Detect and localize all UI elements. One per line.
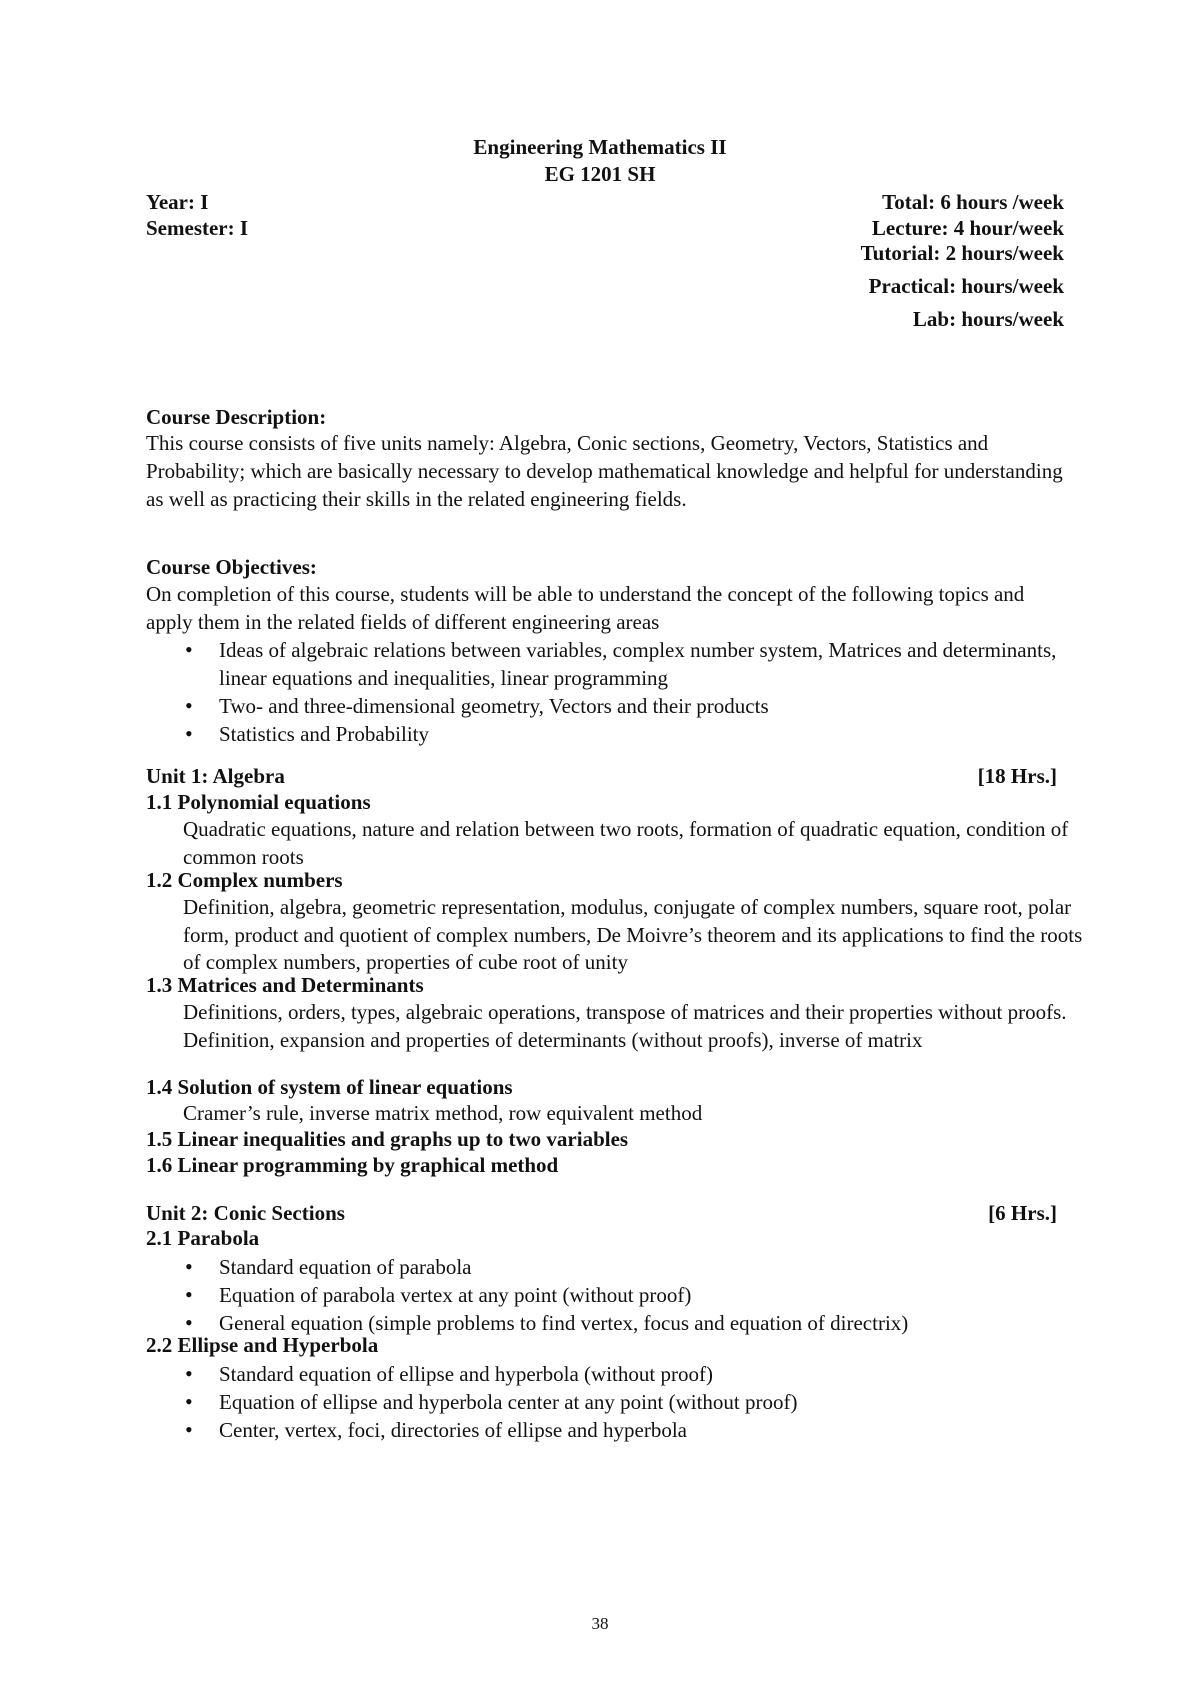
practical-hours: Practical: hours/week — [868, 274, 1064, 298]
description-text: This course consists of five units namely: Algebra, Conic sections, Geometry, Vectors, Statistics and Probability; which are basically necessary to develop mathematical knowledge and helpful for understanding as well as practicing their skills in the related engineering fields. — [146, 431, 1063, 511]
unit1-title: Unit 1: Algebra — [146, 764, 285, 788]
lecture-hours: Lecture: 4 hour/week — [871, 216, 1064, 240]
section-1-2-heading: 1.2 Complex numbers — [146, 868, 343, 892]
objectives-heading: Course Objectives: — [146, 555, 317, 579]
list-item: • Equation of parabola vertex at any point (without proof) — [185, 1281, 1085, 1309]
section-1-6-heading: 1.6 Linear programming by graphical method — [146, 1153, 559, 1177]
objectives-intro: On completion of this course, students will be able to understand the concept of the following topics and apply them in the related fields of different engineering areas — [146, 582, 1025, 634]
course-code: EG 1201 SH — [544, 162, 656, 186]
list-item: • Ideas of algebraic relations between variables, complex number system, Matrices and determinants, linear equations and inequalities, linear programming — [185, 636, 1085, 692]
list-item: • Two- and three-dimensional geometry, Vectors and their products — [185, 692, 1085, 720]
section-2-2-heading: 2.2 Ellipse and Hyperbola — [146, 1333, 379, 1357]
semester-label: Semester: I — [146, 216, 249, 240]
course-title: Engineering Mathematics II — [473, 135, 727, 159]
unit2-title: Unit 2: Conic Sections — [146, 1201, 345, 1225]
unit2-hours: [6 Hrs.] — [988, 1201, 1057, 1225]
list-item: • Standard equation of parabola — [185, 1253, 1085, 1281]
section-1-4-text: Cramer’s rule, inverse matrix method, row equivalent method — [183, 1101, 703, 1125]
section-1-2-text: Definition, algebra, geometric representation, modulus, conjugate of complex numbers, square root, polar form, product and quotient of complex numbers, De Moivre’s theorem and its applications to find the roots of complex numbers, properties of cube root of unity — [183, 895, 1083, 974]
section-1-5-heading: 1.5 Linear inequalities and graphs up to two variables — [146, 1127, 629, 1151]
section-1-3-text: Definitions, orders, types, algebraic operations, transpose of matrices and their properties without proofs. Definition, expansion and properties of determinants (without proofs), inverse of matrix — [183, 1000, 1067, 1052]
description-heading: Course Description: — [146, 405, 327, 429]
list-item: • General equation (simple problems to find vertex, focus and equation of directrix) — [185, 1309, 1085, 1337]
unit1-hours: [18 Hrs.] — [977, 764, 1057, 788]
section-1-1-heading: 1.1 Polynomial equations — [146, 790, 371, 814]
section-1-4-heading: 1.4 Solution of system of linear equations — [146, 1075, 513, 1099]
section-1-3-heading: 1.3 Matrices and Determinants — [146, 973, 424, 997]
list-item: • Standard equation of ellipse and hyperbola (without proof) — [185, 1360, 1085, 1388]
page-number: 38 — [591, 1614, 609, 1633]
section-1-1-text: Quadratic equations, nature and relation between two roots, formation of quadratic equation, condition of common roots — [183, 817, 1069, 869]
parabola-list — [185, 1253, 1085, 1337]
list-item: • Statistics and Probability — [185, 720, 1085, 748]
objectives-list — [185, 636, 1085, 748]
list-item: • Center, vertex, foci, directories of ellipse and hyperbola — [185, 1416, 1085, 1444]
tutorial-hours: Tutorial: 2 hours/week — [860, 241, 1064, 265]
total-hours: Total: 6 hours /week — [882, 190, 1064, 214]
ellipse-hyperbola-list — [185, 1360, 1085, 1444]
list-item: • Equation of ellipse and hyperbola center at any point (without proof) — [185, 1388, 1085, 1416]
section-2-1-heading: 2.1 Parabola — [146, 1226, 260, 1250]
year-label: Year: I — [146, 190, 209, 214]
lab-hours: Lab: hours/week — [912, 307, 1064, 331]
